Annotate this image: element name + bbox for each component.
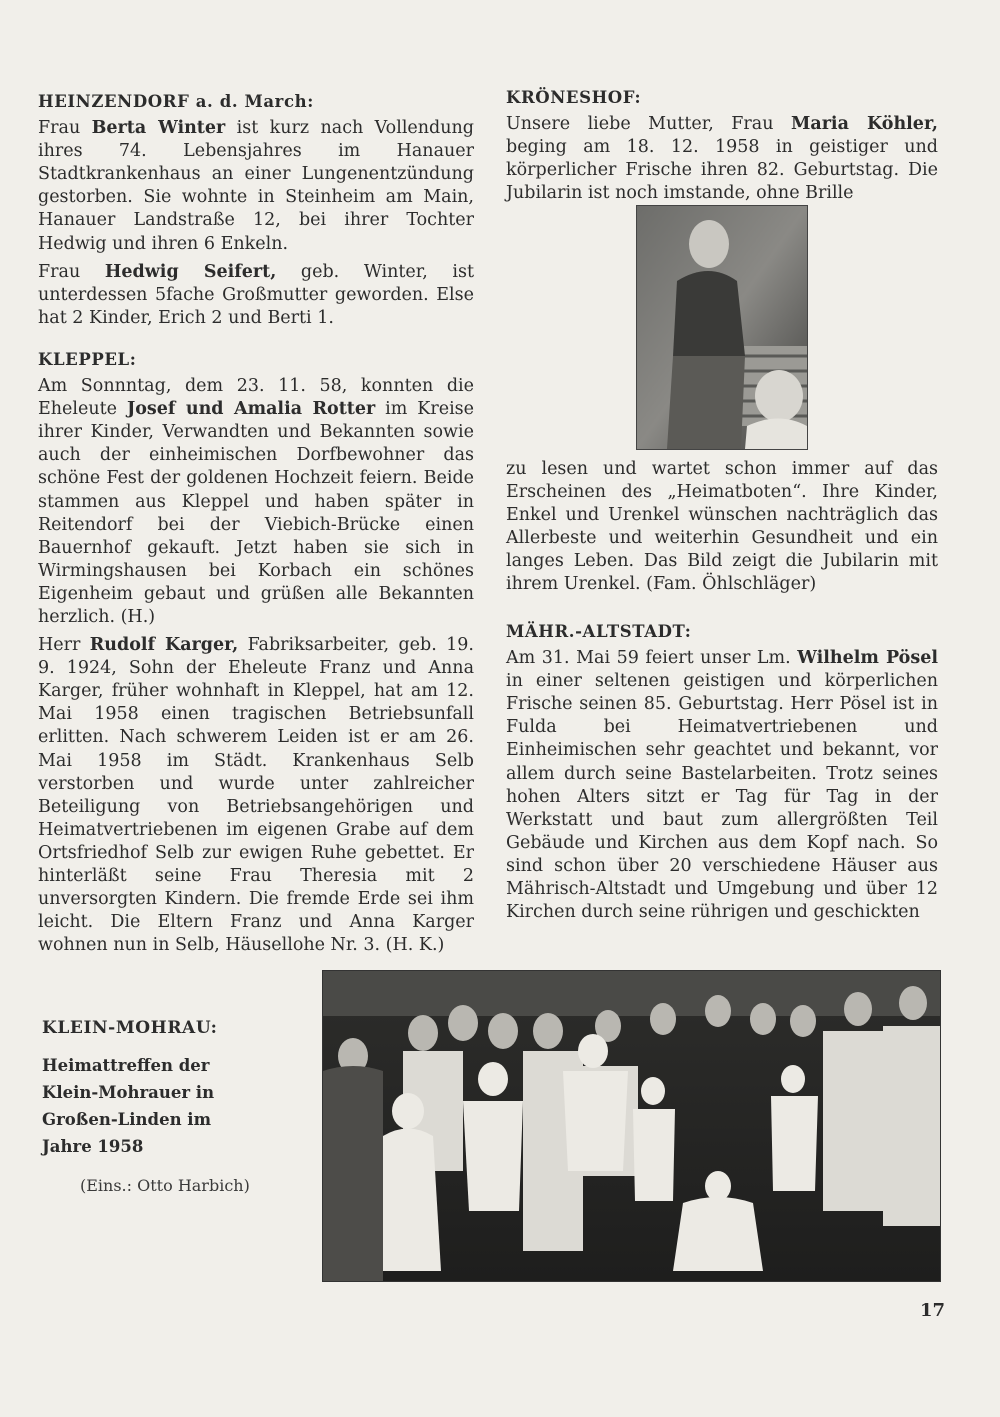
- section-kleppel: [38, 348, 474, 957]
- text-run: ist kurz nach Vollendung ihres 74. Lebensjahres im Hanauer Stadtkrankenhaus an einer Lungenentzündung gestorben. Sie wohnte in Steinheim am Main, Hanauer Landstraße 12, bei ihrer Tochter Hedwig und ihren 6 Enkeln.: [38, 118, 474, 254]
- heading-kleppel: KLEPPEL:: [38, 349, 137, 369]
- right-column-top: [506, 86, 938, 205]
- photo-credit: (Eins.: Otto Harbich): [80, 1176, 250, 1195]
- caption-line: Großen-Linden im: [42, 1110, 212, 1129]
- heading-kroneshof: KRÖNESHOF:: [506, 88, 642, 107]
- heinzendorf-paragraph-1: [38, 117, 474, 256]
- text-run: Am Sonnntag, dem 23. 11. 58, konnten die Eheleute: [38, 376, 474, 420]
- photo-heimattreffen-group: [322, 970, 941, 1282]
- text-run: geb. Winter, ist unterdessen 5fache Großmutter geworden. Else hat 2 Kinder, Erich 2 und Berti 1.: [38, 261, 474, 328]
- heading-heinzendorf: HEINZENDORF a. d. March:: [38, 92, 314, 111]
- mahr-altstadt-paragraph-1: [506, 647, 938, 924]
- photo-jubilarin-with-great-grandchild: [636, 205, 808, 450]
- caption-line: Heimattreffen der: [42, 1056, 210, 1075]
- caption-line: Klein-Mohrauer in: [42, 1083, 215, 1102]
- caption-line: Jahre 1958: [42, 1137, 144, 1156]
- section-mahr-altstadt: [506, 620, 938, 924]
- text-run: Frau: [38, 261, 105, 282]
- text-run: im Kreise ihrer Kinder, Verwandten und Bekannten sowie auch der einheimischen Dorfbewohner das schöne Fest der goldenen Hochzeit feiern. Beide stammen aus Kleppel und haben später in Reitendorf bei der Viebich-Brücke einen Bauernhof gekauft. Jetzt haben sie sich in Wirmingshausen bei Korbach ein schönes Eigenheim gebaut und grüßen alle Bekannten herzlich. (H.): [38, 399, 475, 627]
- text-run: Frau: [38, 118, 92, 139]
- kroneshof-paragraph-2: zu lesen und wartet schon immer auf das Erscheinen des „Heimatboten“. Ihre Kinder, Enkel und Urenkel wünschen nachträglich das Allerbeste und weiterhin Gesundheit und ein langes Leben. Das Bild zeigt die Jubilarin mit ihrem Urenkel. (Fam. Öhlschläger): [506, 459, 938, 595]
- kleppel-paragraph-1: [38, 375, 474, 629]
- photo-group-image: [323, 971, 940, 1281]
- text-run: beging am 18. 12. 1958 in geistiger und körperlicher Frische ihren 82. Geburtstag. Die Jubilarin ist noch imstande, ohne Brille: [506, 137, 938, 204]
- name-rudolf-karger: Rudolf Karger,: [89, 635, 239, 656]
- left-column: [38, 90, 474, 975]
- section-klein-mohrau: [42, 1018, 312, 1195]
- heading-mahr-altstadt: MÄHR.-ALTSTADT:: [506, 622, 692, 641]
- text-run: Herr: [38, 635, 90, 656]
- text-run: Fabriksarbeiter, geb. 19. 9. 1924, Sohn der Eheleute Franz und Anna Karger, früher wohnhaft in Kleppel, hat am 12. Mai 1958 einen tragischen Betriebsunfall erlitten. Nach schwerem Leiden ist er am 26. Mai 1958 im Städt. Krankenhaus Selb verstorben und wurde unter zahlreicher Beteiligung von Betriebsangehörigen und Heimatvertriebenen im eigenen Grabe auf dem Ortsfriedhof Selb zur ewigen Ruhe gebettet. Er hinterläßt seine Frau Theresia mit 2 unversorgten Kindern. Die fremde Erde sei ihm leicht. Die Eltern Franz und Anna Karger wohnen nun in Selb, Häusellohe Nr. 3. (H. K.): [38, 635, 474, 956]
- text-run: Am 31. Mai 59 feiert unser Lm.: [506, 648, 798, 669]
- section-heinzendorf: [38, 90, 474, 330]
- kleppel-paragraph-2: [38, 634, 474, 957]
- heinzendorf-paragraph-2: [38, 261, 474, 330]
- name-hedwig-seifert: Hedwig Seifert,: [104, 261, 277, 282]
- photo-caption: [42, 1052, 312, 1160]
- name-josef-amalia-rotter: Josef und Amalia Rotter: [126, 399, 376, 420]
- name-wilhelm-posel: Wilhelm Pösel: [797, 648, 938, 669]
- kroneshof-continued: [506, 458, 938, 597]
- photo-kohler-image: [637, 206, 807, 449]
- text-run: Unsere liebe Mutter, Frau: [506, 114, 791, 135]
- page-number: 17: [920, 1300, 946, 1321]
- name-berta-winter: Berta Winter: [91, 118, 226, 139]
- kroneshof-paragraph-1: [506, 113, 938, 205]
- text-run: in einer seltenen geistigen und körperlichen Frische seinen 85. Geburtstag. Herr Pösel ist in Fulda bei Heimatvertriebenen und Einheimischen sehr geachtet und bekannt, vor allem durch seine Bastelarbeiten. Trotz seines hohen Alters sitzt er Tag für Tag in der Werkstatt und baut zum allergrößten Teil Gebäude und Kirchen aus dem Kopf nach. So sind schon über 20 verschiedene Häuser aus Mährisch-Altstadt und Umgebung und über 12 Kirchen durch seine rührigen und geschickten: [506, 671, 938, 923]
- name-maria-kohler: Maria Köhler,: [791, 114, 938, 135]
- heading-klein-mohrau: KLEIN-MOHRAU:: [42, 1018, 218, 1038]
